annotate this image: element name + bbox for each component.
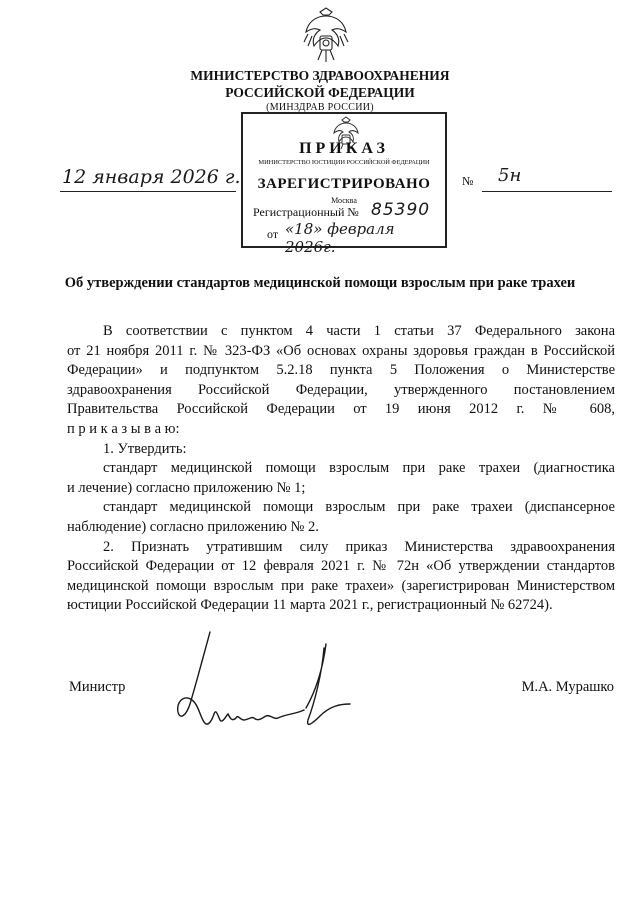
order-date: 12 января 2026 г. xyxy=(62,166,241,188)
item1-heading: 1. Утвердить: xyxy=(103,440,187,457)
stamp-reg-number: 85390 xyxy=(371,200,431,220)
preamble-line: здравоохранения Российской Федерации, утвержденного постановлением xyxy=(67,381,615,398)
stamp-registered: ЗАРЕГИСТРИРОВАНО xyxy=(257,176,431,192)
handwritten-signature xyxy=(174,624,354,754)
stamp-title: ПРИКАЗ xyxy=(299,140,389,157)
item1-b-line2: наблюдение) согласно приложению № 2. xyxy=(67,518,319,535)
document-body xyxy=(67,322,615,616)
preamble-line: В соответствии с пунктом 4 части 1 статьи 37 Федерального закона xyxy=(103,323,615,339)
stamp-date-prefix: от xyxy=(267,227,279,241)
item2-line: юстиции Российской Федерации 11 марта 2021 г., регистрационный № 62724). xyxy=(67,597,553,614)
item2-line: 2. Признать утратившим силу приказ Министерства здравоохранения xyxy=(103,538,615,555)
item2-line: Российской Федерации от 12 февраля 2021 г. № 72н «Об утверждении стандартов xyxy=(67,558,615,575)
order-word: п р и к а з ы в а ю: xyxy=(67,420,180,437)
stamp-reg-label: Регистрационный № xyxy=(253,205,359,219)
preamble-line: Федерации» и подпунктом 5.2.18 пункта 5 Положения о Министерстве xyxy=(67,362,615,379)
ministry-name-line2: РОССИЙСКОЙ ФЕДЕРАЦИИ xyxy=(225,85,415,100)
item2-line: медицинской помощи взрослым при раке трахеи» (зарегистрирован Министерством xyxy=(67,577,615,594)
document-title: Об утверждении стандартов медицинской помощи взрослым при раке трахеи xyxy=(64,275,576,291)
order-number-line xyxy=(482,191,612,192)
preamble-line: от 21 ноября 2011 г. № 323-ФЗ «Об основах охраны здоровья граждан в Российской xyxy=(67,342,615,359)
ministry-abbreviation: (МИНЗДРАВ РОССИИ) xyxy=(266,102,374,113)
order-number: 5н xyxy=(498,165,522,186)
item1-a-line2: и лечение) согласно приложению № 1; xyxy=(67,479,306,496)
order-number-prefix: № xyxy=(462,174,474,188)
stamp-date: «18» февраля 2026г. xyxy=(285,220,395,256)
item1-b-line1: стандарт медицинской помощи взрослым при раке трахеи (диспансерное xyxy=(103,499,615,516)
stamp-city: Москва xyxy=(331,196,357,205)
preamble-line: Правительства Российской Федерации от 19 июня 2012 г. № 608, xyxy=(67,401,615,418)
item1-a-line1: стандарт медицинской помощи взрослым при раке трахеи (диагностика xyxy=(103,460,615,477)
order-date-line xyxy=(60,191,236,192)
coat-of-arms-icon xyxy=(302,6,350,64)
signatory-name: М.А. Мурашко xyxy=(521,679,614,695)
ministry-name-line1: МИНИСТЕРСТВО ЗДРАВООХРАНЕНИЯ xyxy=(190,68,450,83)
signatory-position: Министр xyxy=(69,679,126,695)
stamp-organization: МИНИСТЕРСТВО ЮСТИЦИИ РОССИЙСКОЙ ФЕДЕРАЦИИ xyxy=(258,159,430,166)
registration-stamp xyxy=(241,112,447,256)
